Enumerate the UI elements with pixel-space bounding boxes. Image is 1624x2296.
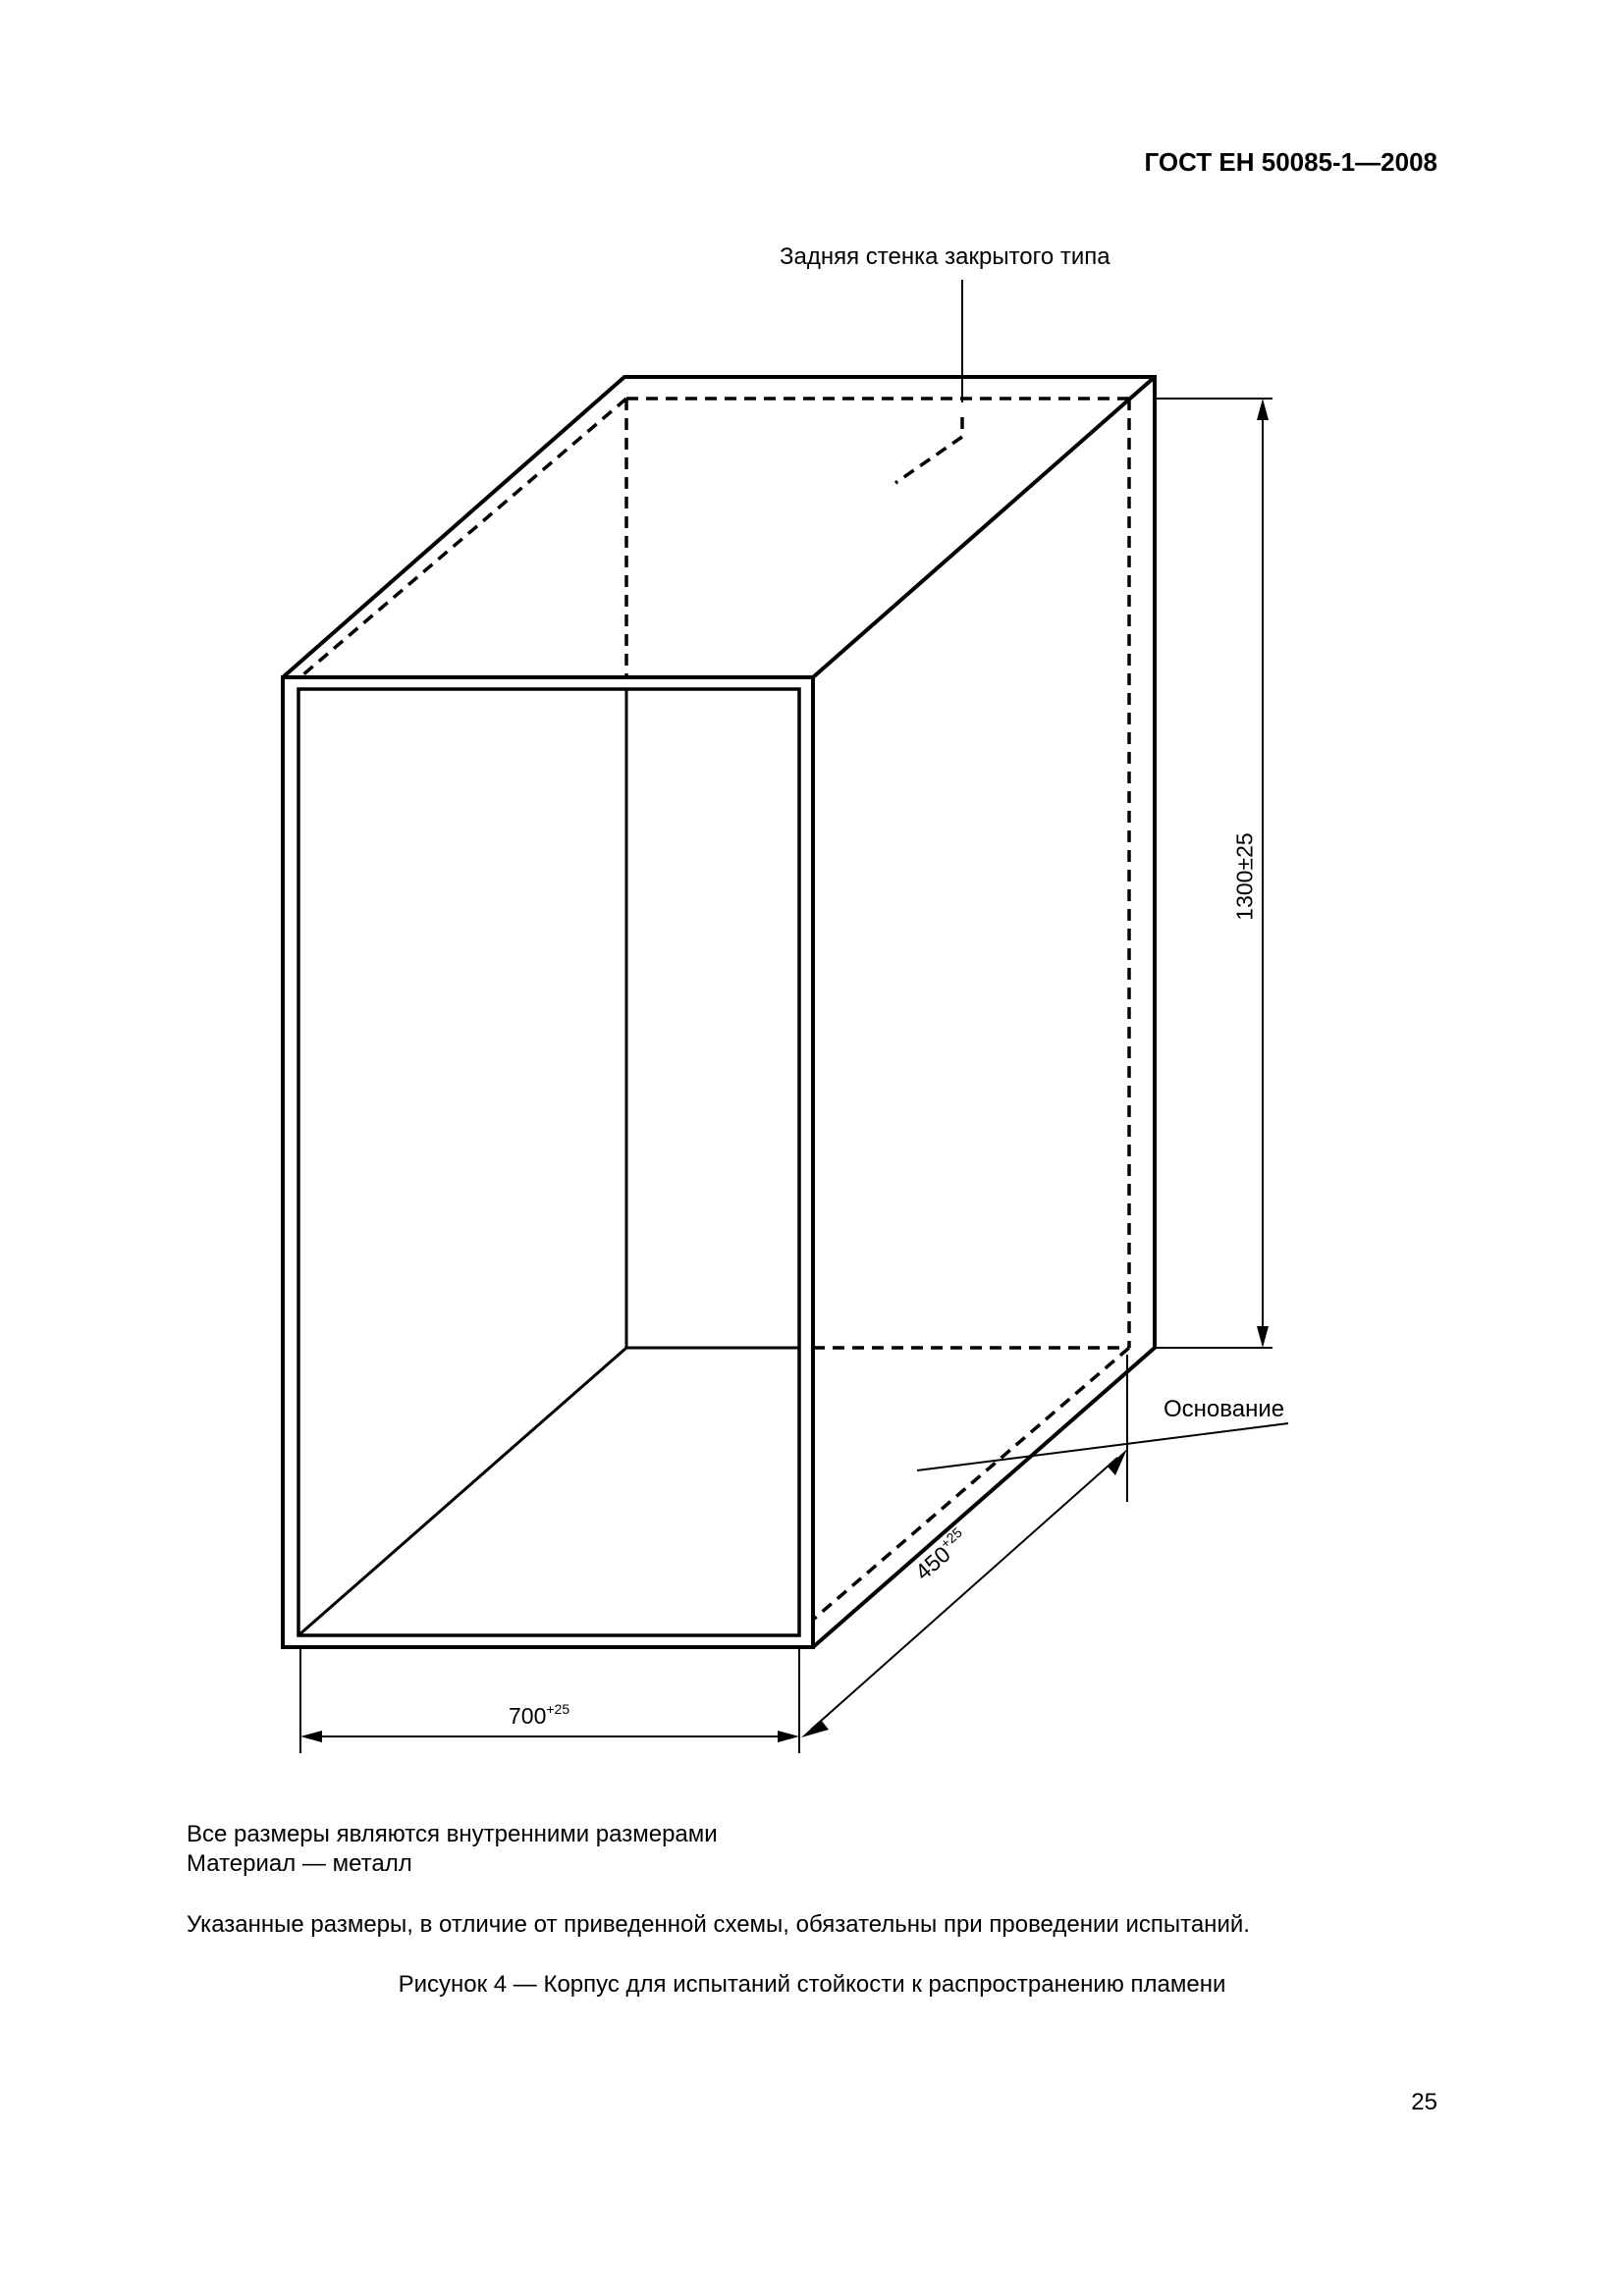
figure-caption: Рисунок 4 — Корпус для испытаний стойкости к распространению пламени: [398, 1971, 1226, 1998]
note-internal-dimensions: Все размеры являются внутренними размерами: [187, 1821, 718, 1847]
width-dimension-value: 700: [509, 1703, 547, 1729]
width-dimension-label: [509, 1701, 569, 1730]
depth-dimension-tolerance: +25: [937, 1523, 965, 1552]
rear-wall-label: Задняя стенка закрытого типа: [780, 243, 1110, 270]
width-dimension: [300, 1647, 799, 1753]
note-mandatory-dimensions: Указанные размеры, в отличие от приведенной схемы, обязательны при проведении испытаний.: [187, 1911, 1250, 1938]
height-dimension-label: [1232, 832, 1259, 920]
width-dimension-tolerance: +25: [546, 1701, 570, 1717]
base-label: Основание: [1164, 1396, 1285, 1422]
base-leader: [917, 1423, 1288, 1470]
depth-dimension-value: 450: [909, 1540, 955, 1585]
height-dimension-value: 1300±25: [1231, 832, 1258, 921]
page-number: 25: [1411, 2089, 1437, 2115]
hidden-edges: [302, 399, 1129, 1620]
document-header: ГОСТ ЕН 50085-1—2008: [1144, 147, 1437, 177]
note-material: Материал — металл: [187, 1850, 412, 1877]
